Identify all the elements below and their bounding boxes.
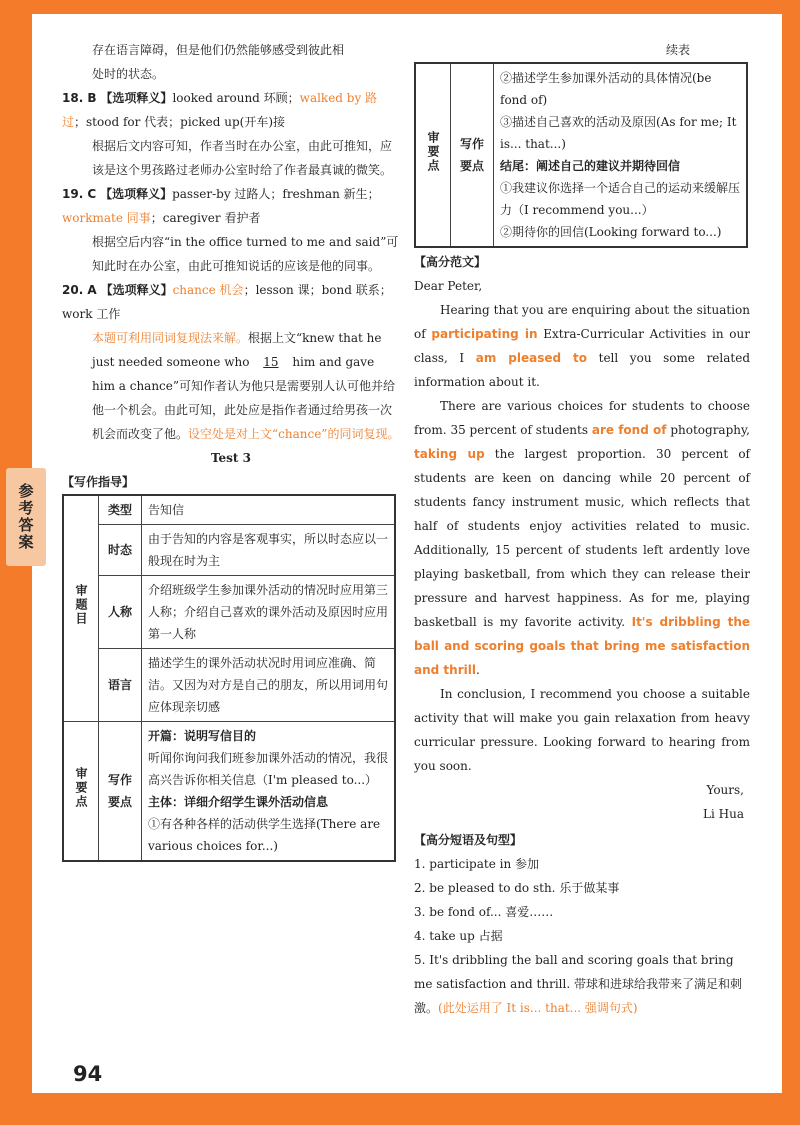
signature-name: Li Hua xyxy=(703,807,744,821)
phrase-item-3: 3. be fond of... 喜爱…… xyxy=(414,905,554,919)
q20-opt1: chance 机会 xyxy=(172,283,244,297)
phrases-title: 【高分短语及句型】 xyxy=(414,833,523,847)
tense-value: 由于告知的内容是客观事实，所以时态应以一般现在时为主 xyxy=(142,525,396,576)
q20-tag: 【选项释义】 xyxy=(100,283,173,297)
writing-points-value xyxy=(142,722,396,862)
group-review-topic: 审题目 xyxy=(63,495,99,722)
ending-heading: 结尾：阐述自己的建议并期待回信 xyxy=(500,159,681,173)
opening-text: 听闻你询问我们班参加课外活动的情况，我很高兴告诉你相关信息（I'm pleased to...） xyxy=(148,751,389,787)
body-item-3: ③描述自己喜欢的活动及原因(As for me; It is... that...) xyxy=(500,115,737,151)
phrase-item-5: 5. It's dribbling the ball and scoring goals that bring me satisfaction and thrill. 带球和进球给我带来了满足和刺激。(此处运用了 It is... that... 强调句式) xyxy=(414,953,742,1015)
writing-points-label: 写作要点 xyxy=(99,722,142,862)
q20-blank: 15 xyxy=(263,355,279,369)
q19-tag: 【选项释义】 xyxy=(100,187,173,201)
essay-paragraph-3: In conclusion, I recommend you choose a suitable activity that will make you gain relaxation from heavy curricular pressure. Looking forward to hearing from you soon. xyxy=(414,687,750,773)
bottom-border xyxy=(0,1093,800,1125)
essay-paragraph-1: Hearing that you are enquiring about the situation of participating in Extra-Curricular Activities in our class, I am pleased to tell you some related information about it. xyxy=(414,303,751,389)
tense-label: 时态 xyxy=(99,525,142,576)
phrase-5-note: (此处运用了 It is... that... 强调句式) xyxy=(438,1001,638,1015)
person-label: 人称 xyxy=(99,576,142,649)
q19-opt1: passer-by 过路人；freshman 新生； xyxy=(172,187,380,201)
q19-explanation: 根据空后内容“in the office turned to me and said”可知此时在办公室，由此可推知说话的应该是他的同事。 xyxy=(92,235,399,273)
phrase-are-fond-of: are fond of xyxy=(591,423,667,437)
phrase-am-pleased-to: am pleased to xyxy=(475,351,588,365)
ending-item-1: ①我建议你选择一个适合自己的运动来缓解压力（I recommend you...） xyxy=(500,181,741,217)
phrase-participating-in: participating in xyxy=(431,327,538,341)
salutation: Dear Peter, xyxy=(414,279,483,293)
q18-tag: 【选项释义】 xyxy=(100,91,173,105)
q18-opt3: ；stood for 代表；picked up(开车)接 xyxy=(74,115,286,129)
opening-heading: 开篇：说明写信目的 xyxy=(148,729,257,743)
q18-number: 18. B xyxy=(62,91,97,105)
writing-points-label-cont: 写作要点 xyxy=(451,63,494,247)
phrase-item-2: 2. be pleased to do sth. 乐于做某事 xyxy=(414,881,620,895)
phrase-taking-up: taking up xyxy=(414,447,485,461)
type-label: 类型 xyxy=(99,495,142,525)
right-border xyxy=(782,0,800,1125)
q19-opt3: ；caregiver 看护者 xyxy=(150,211,261,225)
body-heading: 主体：详细介绍学生课外活动信息 xyxy=(148,795,329,809)
q20-expl-2: him and gave him a chance”可知作者认为他只是需要别人认可他并给他一个机会。由此可知，此处应是指作者通过给男孩一次机会而改变了他。 xyxy=(92,355,396,441)
body-item-2: ②描述学生参加课外活动的具体情况(be fond of) xyxy=(500,71,712,107)
ending-item-2: ②期待你的回信(Looking forward to...) xyxy=(500,225,722,239)
q18-explanation: 根据后文内容可知，作者当时在办公室，由此可推知，应该是这个男孩路过老师办公室时给了作者最真诚的微笑。 xyxy=(92,139,393,177)
essay-paragraph-2: There are various choices for students to choose from. 35 percent of students are fond of photography, taking up the largest proportion. 30 percent of students are keen on dancing while 20 percent of students fancy instrument music, which reflects that half of students enjoy activities related to music. Additionally, 15 percent of students left ardently love playing basketball, from which they can release their pressure and harvest happiness. As for me, playing basketball is my favorite activity. It's dribbling the ball and scoring goals that bring me satisfaction and thrill. xyxy=(414,399,751,677)
writing-guide-table xyxy=(62,494,396,862)
q18-opt2: walked by 路过 xyxy=(62,91,378,129)
q20-opt2: ；lesson 课；bond 联系；work 工作 xyxy=(62,283,392,321)
q20-number: 20. A xyxy=(62,283,97,297)
q20-expl-1: 根据上文“knew that he just needed someone who xyxy=(92,331,382,369)
phrase-emphatic-sentence: It's dribbling the ball and scoring goals that bring me satisfaction and thrill xyxy=(414,615,751,677)
question-18 xyxy=(62,86,400,134)
side-tab-answers: 参考答案 xyxy=(6,468,46,566)
q18-opt1: looked around 环顾； xyxy=(172,91,300,105)
phrase-item-4: 4. take up 占据 xyxy=(414,929,503,943)
phrase-item-1: 1. participate in 参加 xyxy=(414,857,540,871)
left-column xyxy=(62,38,400,862)
continuation-line-2: 处时的状态。 xyxy=(92,67,165,81)
q19-number: 19. C xyxy=(62,187,97,201)
group-review-points-cont: 审要点 xyxy=(415,63,451,247)
person-value: 介绍班级学生参加课外活动的情况时应用第三人称；介绍自己喜欢的课外活动及原因时应用第一人称 xyxy=(142,576,396,649)
language-label: 语言 xyxy=(99,649,142,722)
group-review-points: 审要点 xyxy=(63,722,99,862)
question-20 xyxy=(62,278,400,326)
question-19 xyxy=(62,182,400,230)
page-number: 94 xyxy=(73,1062,103,1086)
q20-conclusion: 设空处是对上文“chance”的同词复现。 xyxy=(188,427,400,441)
language-value: 描述学生的课外活动状况时用词应准确、简洁。又因为对方是自己的朋友，所以用词用句应体现亲切感 xyxy=(142,649,396,722)
model-essay-title: 【高分范文】 xyxy=(414,255,487,269)
q19-opt2: workmate 同事 xyxy=(62,211,151,225)
closing: Yours, xyxy=(706,783,744,797)
top-border xyxy=(0,0,800,14)
body-item-1: ①有各种各样的活动供学生选择(There are various choices for...) xyxy=(148,817,381,853)
continuation-line-1: 存在语言障碍，但是他们仍然能够感受到彼此相 xyxy=(92,43,345,57)
q20-method: 本题可利用同词复现法来解。 xyxy=(92,331,249,345)
writing-guide-title: 【写作指导】 xyxy=(62,475,135,489)
writing-points-value-cont xyxy=(494,63,748,247)
continued-label: 续表 xyxy=(665,43,690,57)
right-column xyxy=(414,38,750,1020)
type-value: 告知信 xyxy=(142,495,396,525)
q20-explanation xyxy=(62,326,400,446)
test-title: Test 3 xyxy=(210,451,251,465)
writing-guide-table-continued xyxy=(414,62,748,248)
